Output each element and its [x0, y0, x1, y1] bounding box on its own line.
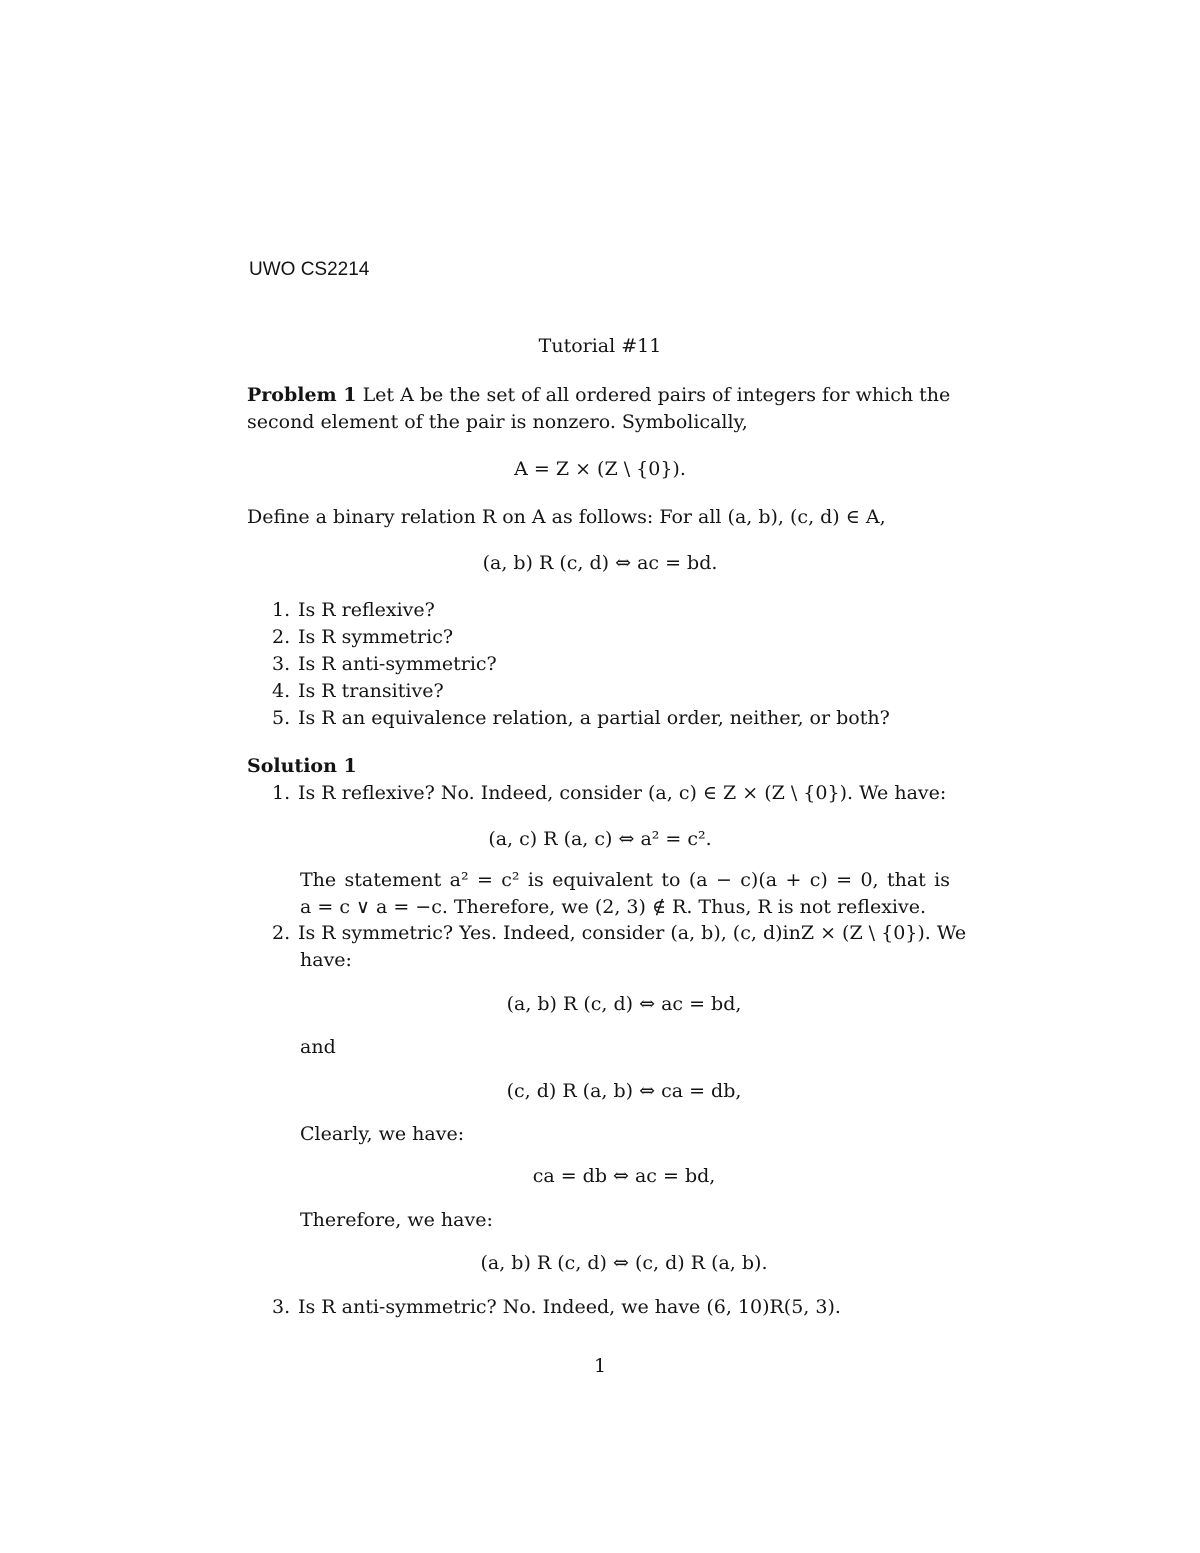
- question-text: Is R transitive?: [298, 680, 444, 702]
- equation-sym-1: (a, b) R (c, d) ⇔ ac = bd,: [506, 993, 742, 1015]
- problem-intro-text: Let A be the set of all ordered pairs of integers for which the: [362, 384, 951, 406]
- solution-number: 1.: [272, 782, 291, 804]
- question-item: [272, 678, 444, 704]
- question-item: [272, 651, 497, 677]
- solution-heading: [247, 753, 357, 779]
- equation-set-a: A = Z × (Z \ {0}).: [514, 458, 686, 480]
- question-item: [272, 597, 435, 623]
- connector-and: and: [300, 1036, 336, 1058]
- solution-text: Is R symmetric? Yes. Indeed, consider (a, b), (c, d)inZ × (Z \ {0}). We: [298, 922, 967, 944]
- problem-intro-line2: second element of the pair is nonzero. Symbolically,: [247, 411, 748, 433]
- question-text: Is R an equivalence relation, a partial order, neither, or both?: [298, 707, 890, 729]
- relation-definition: Define a binary relation R on A as follows: For all (a, b), (c, d) ∈ A,: [247, 506, 886, 528]
- solution-text: Is R anti-symmetric? No. Indeed, we have (6, 10)R(5, 3).: [298, 1296, 841, 1318]
- solution-item-1-line3: a = c ∨ a = −c. Therefore, we (2, 3) ∉ R. Thus, R is not reflexive.: [300, 896, 927, 918]
- therefore-text: Therefore, we have:: [300, 1209, 493, 1231]
- solution-text: Is R reflexive? No. Indeed, consider (a, c) ∈ Z × (Z \ {0}). We have:: [298, 782, 947, 804]
- question-item: [272, 624, 453, 650]
- solution-item-2-line2: have:: [300, 949, 352, 971]
- solution-label: Solution 1: [247, 755, 357, 777]
- question-number: 2.: [272, 626, 291, 648]
- question-text: Is R symmetric?: [298, 626, 454, 648]
- question-number: 5.: [272, 707, 291, 729]
- equation-reflexive: (a, c) R (a, c) ⇔ a² = c².: [488, 828, 712, 850]
- question-text: Is R anti-symmetric?: [298, 653, 497, 675]
- page-number: 1: [593, 1355, 607, 1377]
- page-title: Tutorial #11: [538, 335, 662, 357]
- equation-relation: (a, b) R (c, d) ⇔ ac = bd.: [482, 552, 718, 574]
- question-text: Is R reflexive?: [298, 599, 435, 621]
- solution-item-2: [272, 920, 967, 946]
- solution-item-1-line2: The statement a² = c² is equivalent to (a − c)(a + c) = 0, that is: [300, 869, 950, 891]
- question-number: 3.: [272, 653, 291, 675]
- equation-sym-2: (c, d) R (a, b) ⇔ ca = db,: [506, 1080, 742, 1102]
- solution-number: 3.: [272, 1296, 291, 1318]
- course-code: UWO CS2214: [249, 259, 370, 280]
- question-item: [272, 705, 890, 731]
- question-number: 1.: [272, 599, 291, 621]
- problem-label: Problem 1: [247, 384, 357, 406]
- problem-intro-line1: [247, 382, 950, 408]
- solution-item-1: [272, 780, 946, 806]
- solution-number: 2.: [272, 922, 291, 944]
- equation-sym-3: ca = db ⇔ ac = bd,: [532, 1165, 716, 1187]
- clearly-text: Clearly, we have:: [300, 1123, 465, 1145]
- equation-sym-4: (a, b) R (c, d) ⇔ (c, d) R (a, b).: [480, 1252, 768, 1274]
- question-number: 4.: [272, 680, 291, 702]
- solution-item-3: [272, 1294, 841, 1320]
